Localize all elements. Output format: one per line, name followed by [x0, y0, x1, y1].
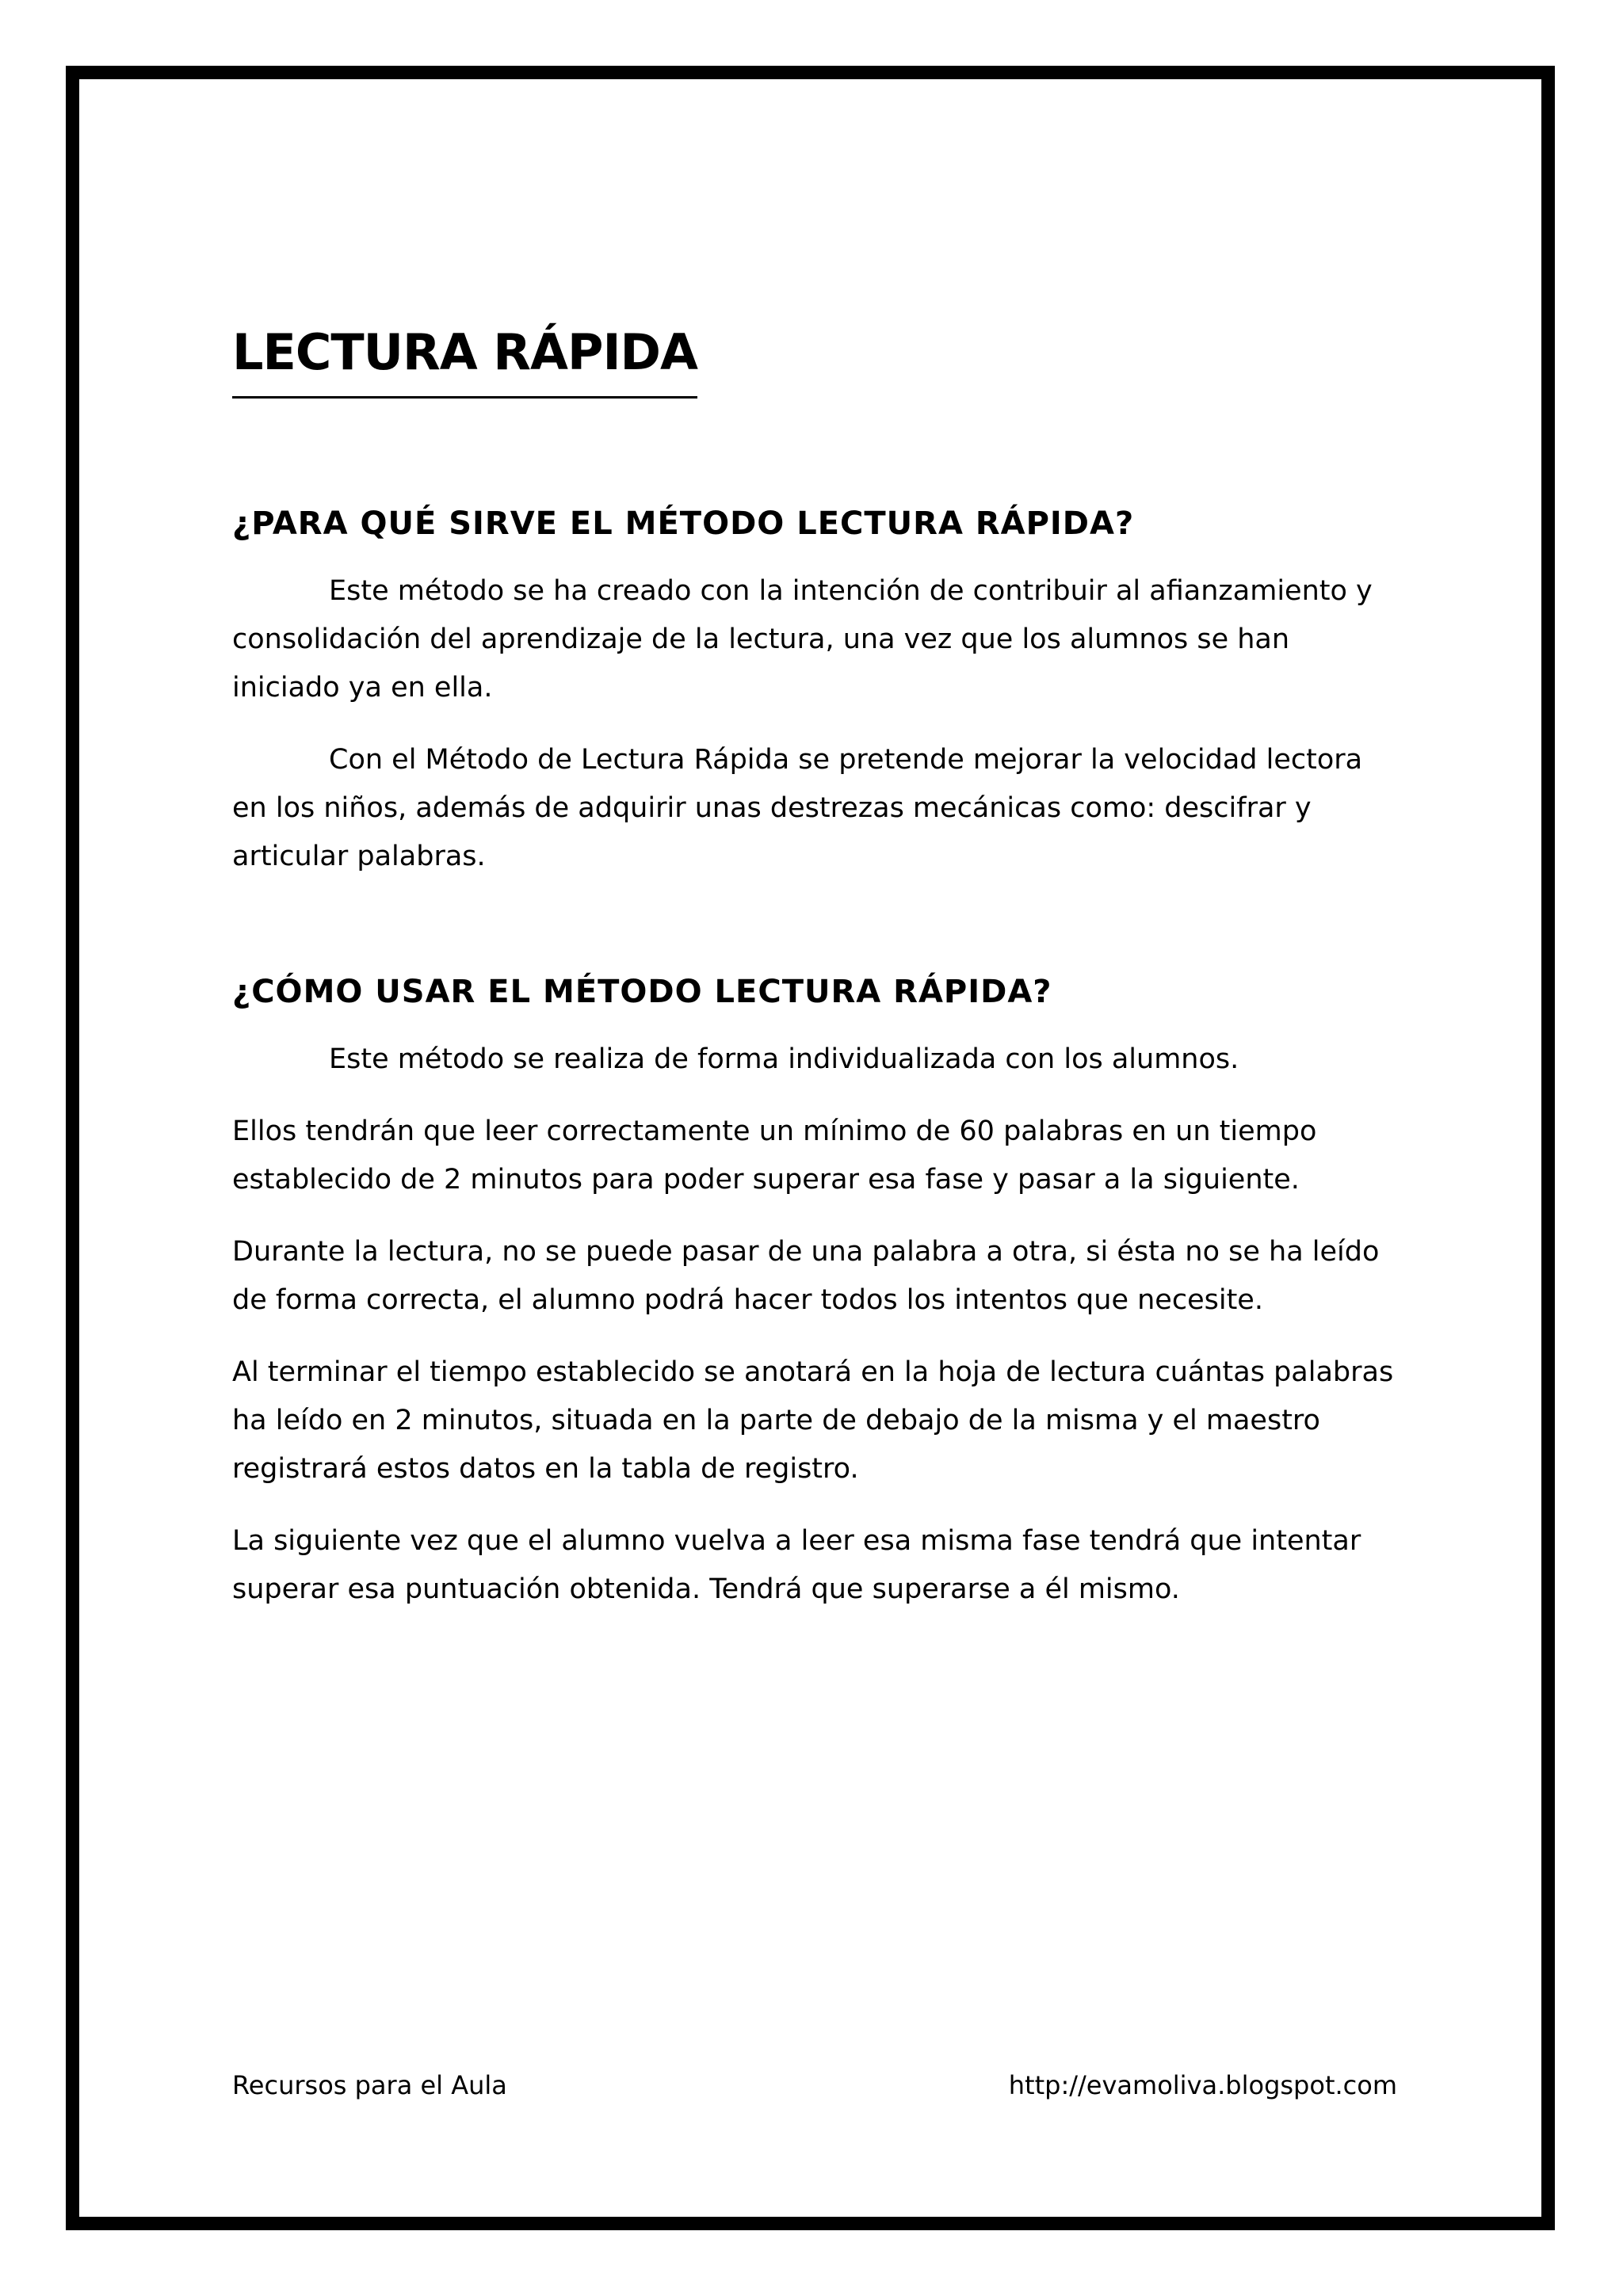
- paragraph: La siguiente vez que el alumno vuelva a leer esa misma fase tendrá que intentar superar esa puntuación obtenida. Tendrá que superarse a él mismo.: [232, 1525, 1361, 1605]
- section-heading-usage: ¿CÓMO USAR EL MÉTODO LECTURA RÁPIDA?: [232, 974, 1052, 1010]
- paragraph: Al terminar el tiempo establecido se anotará en la hoja de lectura cuántas palabras ha leído en 2 minutos, situada en la parte de debajo de la misma y el maestro registrará estos datos en la tabla de registro.: [232, 1356, 1394, 1485]
- document-body: [232, 309, 1397, 1614]
- paragraph: Este método se realiza de forma individualizada con los alumnos.: [329, 1043, 1239, 1075]
- footer-url: http://evamoliva.blogspot.com: [1008, 2070, 1397, 2100]
- section-heading-purpose: ¿PARA QUÉ SIRVE EL MÉTODO LECTURA RÁPIDA?: [232, 505, 1135, 542]
- footer-source: Recursos para el Aula: [232, 2070, 507, 2100]
- paragraph: Este método se ha creado con la intención de contribuir al afianzamiento y consolidación del aprendizaje de la lectura, una vez que los alumnos se han iniciado ya en ella.: [232, 575, 1373, 704]
- paragraph: Durante la lectura, no se puede pasar de una palabra a otra, si ésta no se ha leído de forma correcta, el alumno podrá hacer todos los intentos que necesite.: [232, 1236, 1380, 1316]
- document-title: LECTURA RÁPIDA: [232, 309, 697, 399]
- paragraph: Ellos tendrán que leer correctamente un mínimo de 60 palabras en un tiempo establecido de 2 minutos para poder superar esa fase y pasar a la siguiente.: [232, 1116, 1317, 1196]
- paragraph: Con el Método de Lectura Rápida se pretende mejorar la velocidad lectora en los niños, además de adquirir unas destrezas mecánicas como: descifrar y articular palabras.: [232, 744, 1363, 872]
